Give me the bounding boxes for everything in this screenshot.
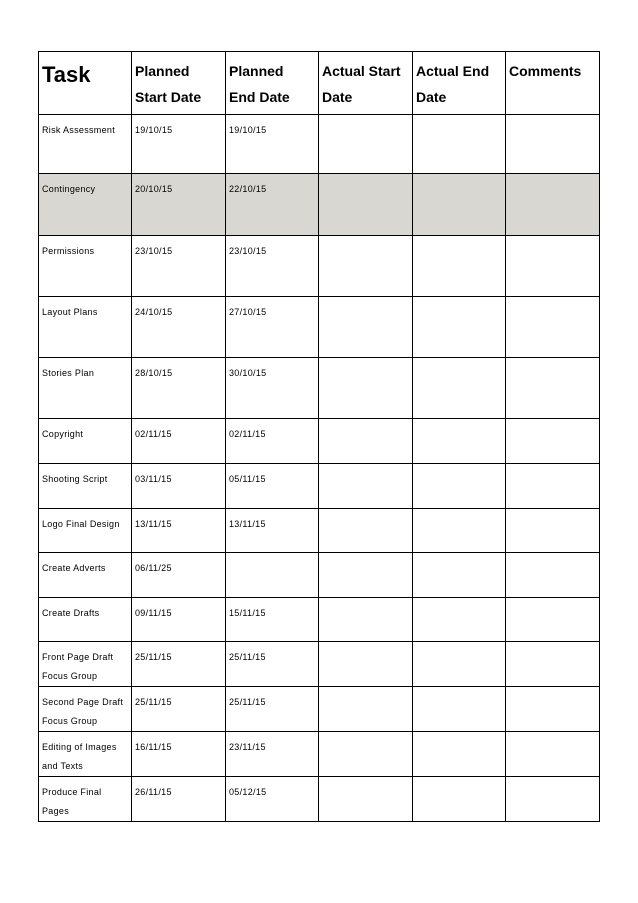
actual-end-cell — [413, 642, 506, 687]
actual-start-cell — [319, 553, 413, 598]
task-cell — [39, 553, 132, 598]
header-planned-start-label: Planned Start Date — [135, 63, 202, 105]
comments-cell-text — [506, 115, 599, 121]
table-row — [39, 509, 600, 553]
planned-start-cell-text: 24/10/15 — [135, 307, 173, 317]
actual-start-cell — [319, 419, 413, 464]
planned-end-cell-text: 13/11/15 — [229, 519, 266, 529]
task-cell-text: Create Drafts — [42, 608, 100, 618]
comments-cell — [506, 297, 600, 358]
task-cell-text: Logo Final Design — [42, 519, 120, 529]
comments-cell-text — [506, 358, 599, 364]
actual-end-cell — [413, 236, 506, 297]
actual-start-cell — [319, 777, 413, 822]
comments-cell-text — [506, 732, 599, 738]
actual-end-cell — [413, 777, 506, 822]
task-schedule-table — [38, 51, 600, 822]
comments-cell — [506, 236, 600, 297]
planned-end-cell — [226, 115, 319, 174]
planned-start-cell — [132, 732, 226, 777]
planned-start-cell — [132, 236, 226, 297]
actual-start-cell-text — [319, 598, 412, 604]
actual-end-cell-text — [413, 174, 505, 180]
planned-end-cell-text: 27/10/15 — [229, 307, 267, 317]
actual-end-cell-text — [413, 777, 505, 783]
actual-start-cell — [319, 236, 413, 297]
actual-end-cell — [413, 174, 506, 236]
table-row — [39, 687, 600, 732]
planned-start-cell — [132, 115, 226, 174]
actual-end-cell — [413, 297, 506, 358]
actual-start-cell-text — [319, 553, 412, 559]
actual-end-cell-text — [413, 115, 505, 121]
actual-start-cell-text — [319, 236, 412, 242]
planned-start-cell-text: 23/10/15 — [135, 246, 173, 256]
table-row — [39, 598, 600, 642]
comments-cell — [506, 553, 600, 598]
planned-start-cell — [132, 358, 226, 419]
actual-start-cell — [319, 358, 413, 419]
task-cell-text: Layout Plans — [42, 307, 98, 317]
planned-start-cell — [132, 687, 226, 732]
actual-end-cell-text — [413, 553, 505, 559]
task-cell — [39, 115, 132, 174]
comments-cell-text — [506, 174, 599, 180]
planned-end-cell-text — [226, 553, 318, 559]
planned-end-cell — [226, 509, 319, 553]
table-row — [39, 464, 600, 509]
planned-start-cell — [132, 464, 226, 509]
task-cell — [39, 419, 132, 464]
actual-start-cell-text — [319, 642, 412, 648]
task-cell — [39, 358, 132, 419]
actual-start-cell — [319, 598, 413, 642]
comments-cell — [506, 732, 600, 777]
task-cell-text: Front Page Draft Focus Group — [42, 652, 114, 681]
actual-end-cell-text — [413, 297, 505, 303]
actual-start-cell-text — [319, 419, 412, 425]
planned-end-cell-text: 25/11/15 — [229, 697, 266, 707]
actual-start-cell — [319, 509, 413, 553]
planned-end-cell-text: 15/11/15 — [229, 608, 266, 618]
planned-start-cell-text: 20/10/15 — [135, 184, 173, 194]
actual-end-cell — [413, 553, 506, 598]
actual-end-cell — [413, 358, 506, 419]
comments-cell-text — [506, 598, 599, 604]
actual-end-cell — [413, 509, 506, 553]
planned-end-cell — [226, 174, 319, 236]
table-row — [39, 777, 600, 822]
header-actual-end-label: Actual End Date — [416, 63, 490, 105]
actual-start-cell-text — [319, 297, 412, 303]
table-row — [39, 297, 600, 358]
schedule-sheet — [38, 51, 599, 822]
planned-end-cell-text: 23/10/15 — [229, 246, 267, 256]
task-cell — [39, 642, 132, 687]
planned-start-cell-text: 13/11/15 — [135, 519, 172, 529]
actual-end-cell-text — [413, 687, 505, 693]
planned-end-cell-text: 25/11/15 — [229, 652, 266, 662]
planned-start-cell-text: 19/10/15 — [135, 125, 173, 135]
header-actual-start — [319, 52, 413, 115]
planned-start-cell — [132, 419, 226, 464]
comments-cell — [506, 642, 600, 687]
comments-cell — [506, 598, 600, 642]
task-cell — [39, 236, 132, 297]
table-row — [39, 642, 600, 687]
planned-start-cell-text: 03/11/15 — [135, 474, 172, 484]
task-cell — [39, 509, 132, 553]
planned-end-cell — [226, 358, 319, 419]
header-task — [39, 52, 132, 115]
planned-start-cell — [132, 509, 226, 553]
comments-cell-text — [506, 297, 599, 303]
actual-end-cell — [413, 732, 506, 777]
planned-start-cell-text: 06/11/25 — [135, 563, 172, 573]
actual-start-cell-text — [319, 115, 412, 121]
task-cell — [39, 464, 132, 509]
table-row — [39, 358, 600, 419]
header-planned-end — [226, 52, 319, 115]
planned-end-cell — [226, 732, 319, 777]
planned-end-cell — [226, 236, 319, 297]
comments-cell — [506, 777, 600, 822]
table-row — [39, 732, 600, 777]
task-cell-text: Create Adverts — [42, 563, 106, 573]
actual-start-cell — [319, 642, 413, 687]
planned-end-cell-text: 05/11/15 — [229, 474, 266, 484]
task-cell-text: Stories Plan — [42, 368, 95, 378]
actual-end-cell-text — [413, 509, 505, 515]
table-row — [39, 553, 600, 598]
actual-end-cell-text — [413, 732, 505, 738]
actual-start-cell-text — [319, 777, 412, 783]
task-cell — [39, 297, 132, 358]
actual-start-cell — [319, 297, 413, 358]
table-row — [39, 115, 600, 174]
planned-end-cell-text: 19/10/15 — [229, 125, 267, 135]
comments-cell-text — [506, 464, 599, 470]
header-task-label: Task — [42, 62, 91, 87]
task-cell-text: Copyright — [42, 429, 84, 439]
comments-cell-text — [506, 236, 599, 242]
actual-start-cell — [319, 687, 413, 732]
comments-cell-text — [506, 509, 599, 515]
actual-start-cell-text — [319, 732, 412, 738]
actual-start-cell — [319, 115, 413, 174]
comments-cell-text — [506, 687, 599, 693]
comments-cell — [506, 115, 600, 174]
actual-start-cell-text — [319, 174, 412, 180]
header-row — [39, 52, 600, 115]
planned-end-cell — [226, 297, 319, 358]
task-cell — [39, 598, 132, 642]
planned-start-cell — [132, 777, 226, 822]
actual-start-cell-text — [319, 687, 412, 693]
actual-end-cell — [413, 115, 506, 174]
planned-start-cell-text: 25/11/15 — [135, 652, 172, 662]
task-cell-text: Editing of Images and Texts — [42, 742, 117, 771]
planned-end-cell-text: 23/11/15 — [229, 742, 266, 752]
planned-start-cell — [132, 598, 226, 642]
actual-start-cell — [319, 174, 413, 236]
actual-start-cell — [319, 732, 413, 777]
planned-start-cell — [132, 297, 226, 358]
actual-end-cell — [413, 464, 506, 509]
task-cell — [39, 777, 132, 822]
planned-end-cell — [226, 553, 319, 598]
planned-start-cell — [132, 642, 226, 687]
planned-start-cell — [132, 174, 226, 236]
actual-end-cell — [413, 419, 506, 464]
planned-end-cell — [226, 642, 319, 687]
task-cell-text: Second Page Draft Focus Group — [42, 697, 124, 726]
comments-cell-text — [506, 419, 599, 425]
planned-start-cell-text: 25/11/15 — [135, 697, 172, 707]
table-row — [39, 236, 600, 297]
comments-cell — [506, 174, 600, 236]
actual-end-cell-text — [413, 236, 505, 242]
task-cell — [39, 174, 132, 236]
planned-end-cell — [226, 777, 319, 822]
header-actual-start-label: Actual Start Date — [322, 63, 401, 105]
planned-end-cell-text: 02/11/15 — [229, 429, 266, 439]
comments-cell — [506, 464, 600, 509]
table-row — [39, 174, 600, 236]
header-actual-end — [413, 52, 506, 115]
planned-start-cell-text: 16/11/15 — [135, 742, 172, 752]
planned-end-cell-text: 05/12/15 — [229, 787, 267, 797]
task-cell-text: Risk Assessment — [42, 125, 116, 135]
actual-end-cell-text — [413, 642, 505, 648]
task-cell — [39, 687, 132, 732]
task-cell-text: Contingency — [42, 184, 96, 194]
actual-end-cell-text — [413, 358, 505, 364]
actual-start-cell-text — [319, 509, 412, 515]
header-planned-end-label: Planned End Date — [229, 63, 290, 105]
task-cell-text: Permissions — [42, 246, 95, 256]
planned-end-cell-text: 30/10/15 — [229, 368, 267, 378]
actual-end-cell-text — [413, 464, 505, 470]
task-cell-text: Shooting Script — [42, 474, 108, 484]
planned-end-cell — [226, 687, 319, 732]
actual-end-cell — [413, 598, 506, 642]
comments-cell — [506, 358, 600, 419]
header-comments-label: Comments — [509, 63, 582, 79]
planned-start-cell-text: 02/11/15 — [135, 429, 172, 439]
planned-start-cell-text: 09/11/15 — [135, 608, 172, 618]
planned-start-cell-text: 28/10/15 — [135, 368, 173, 378]
comments-cell-text — [506, 642, 599, 648]
comments-cell — [506, 419, 600, 464]
comments-cell — [506, 687, 600, 732]
table-row — [39, 419, 600, 464]
planned-end-cell — [226, 598, 319, 642]
header-planned-start — [132, 52, 226, 115]
planned-end-cell-text: 22/10/15 — [229, 184, 267, 194]
actual-start-cell — [319, 464, 413, 509]
comments-cell-text — [506, 553, 599, 559]
planned-end-cell — [226, 464, 319, 509]
planned-start-cell-text: 26/11/15 — [135, 787, 172, 797]
actual-start-cell-text — [319, 464, 412, 470]
actual-end-cell — [413, 687, 506, 732]
comments-cell — [506, 509, 600, 553]
actual-end-cell-text — [413, 419, 505, 425]
task-cell-text: Produce Final Pages — [42, 787, 102, 816]
comments-cell-text — [506, 777, 599, 783]
actual-end-cell-text — [413, 598, 505, 604]
actual-start-cell-text — [319, 358, 412, 364]
planned-end-cell — [226, 419, 319, 464]
task-cell — [39, 732, 132, 777]
planned-start-cell — [132, 553, 226, 598]
header-comments — [506, 52, 600, 115]
